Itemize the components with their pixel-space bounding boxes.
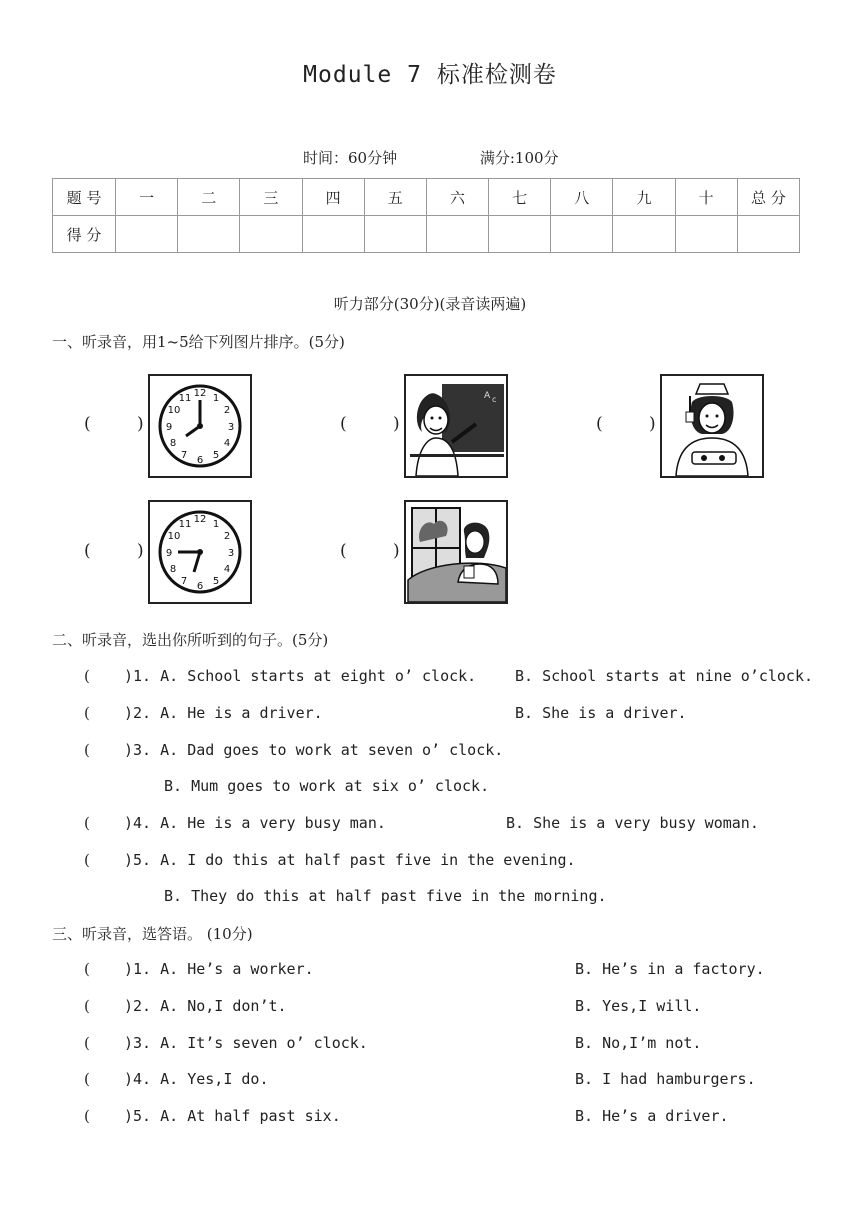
table-cell: 五 [364,179,426,216]
score-table [52,178,800,253]
svg-text:12: 12 [193,514,207,525]
answer-paren-close: ) [393,541,400,561]
answer-paren-open: ( [340,541,347,561]
svg-text:3: 3 [227,548,235,559]
score-input-cell[interactable] [426,216,488,253]
svg-text:A: A [484,391,491,401]
svg-text:9: 9 [165,548,173,559]
svg-text:c: c [492,395,497,404]
score-table-header-row [53,179,800,216]
svg-text:10: 10 [167,405,181,416]
answer-paren-open: ( [84,704,90,722]
table-cell: 四 [302,179,364,216]
score-input-cell[interactable] [178,216,240,253]
svg-text:9: 9 [165,422,173,433]
page-title [0,56,860,89]
time-info [303,147,559,168]
score-input-cell[interactable] [675,216,737,253]
s3-q2-option-b: B. Yes,I will. [575,997,702,1015]
clock-8-icon [148,374,252,478]
answer-paren-open: ( [84,1034,90,1052]
teacher-icon [404,374,508,478]
svg-text:12: 12 [193,388,207,399]
svg-text:10: 10 [167,531,181,542]
table-cell: 一 [116,179,178,216]
answer-paren-open: ( [84,541,91,561]
answer-paren-close: ) [649,414,656,434]
table-cell: 二 [178,179,240,216]
svg-text:2: 2 [223,405,231,416]
svg-text:5: 5 [212,450,220,461]
section3-heading: 三、听录音，选答语。 (10分) [52,925,253,943]
answer-paren-open: ( [84,667,90,685]
table-cell: 得 分 [53,216,116,253]
s3-q3-option-a: )3. A. It’s seven o’ clock. [124,1034,368,1052]
table-cell: 九 [613,179,675,216]
answer-paren-open: ( [84,814,90,832]
answer-paren-open: ( [596,414,603,434]
s3-q4-option-a: )4. A. Yes,I do. [124,1070,269,1088]
svg-text:1: 1 [212,519,220,530]
score-input-cell[interactable] [489,216,551,253]
s2-q5-option-a: )5. A. I do this at half past five in the evening. [124,851,576,869]
s2-q1-option-a: )1. A. School starts at eight o’ clock. [124,667,477,685]
s2-q4-option-a: )4. A. He is a very busy man. [124,814,386,832]
svg-text:8: 8 [169,564,177,575]
answer-paren-open: ( [340,414,347,434]
s2-q2-option-b: B. She is a driver. [515,704,687,722]
score-input-cell[interactable] [613,216,675,253]
score-table-score-row [53,216,800,253]
svg-text:6: 6 [196,581,204,592]
s3-q1-option-b: B. He’s in a factory. [575,960,765,978]
full-score: 满分:100分 [479,149,559,167]
score-input-cell[interactable] [116,216,178,253]
answer-paren-open: ( [84,414,91,434]
answer-paren-close: ) [393,414,400,434]
clock-930-icon [148,500,252,604]
svg-text:3: 3 [227,422,235,433]
s2-q2-option-a: )2. A. He is a driver. [124,704,323,722]
svg-text:7: 7 [180,450,188,461]
listening-header: 听力部分(30分)(录音读两遍) [333,295,527,313]
title-module: Module 7 [303,62,422,88]
answer-paren-close: ) [137,541,144,561]
s2-q1-option-b: B. School starts at nine o’clock. [515,667,814,685]
s2-q5-option-b: B. They do this at half past five in the morning. [164,887,607,905]
s3-q2-option-a: )2. A. No,I don’t. [124,997,287,1015]
svg-text:4: 4 [223,438,231,449]
title-cn: 标准检测卷 [436,62,557,88]
answer-paren-open: ( [84,960,90,978]
answer-paren-open: ( [84,997,90,1015]
table-cell: 题 号 [53,179,116,216]
score-input-cell[interactable] [302,216,364,253]
svg-text:6: 6 [196,455,204,466]
s3-q4-option-b: B. I had hamburgers. [575,1070,756,1088]
time-limit: 时间：60分钟 [303,149,398,167]
svg-text:5: 5 [212,576,220,587]
s3-q1-option-a: )1. A. He’s a worker. [124,960,314,978]
s3-q3-option-b: B. No,I’m not. [575,1034,702,1052]
score-input-cell[interactable] [737,216,799,253]
table-cell: 八 [551,179,613,216]
s2-q3-option-b: B. Mum goes to work at six o’ clock. [164,777,490,795]
s3-q5-option-a: )5. A. At half past six. [124,1107,341,1125]
table-cell: 十 [675,179,737,216]
score-input-cell[interactable] [240,216,302,253]
answer-paren-close: ) [137,414,144,434]
svg-text:8: 8 [169,438,177,449]
section2-heading: 二、听录音，选出你所听到的句子。(5分) [52,631,329,649]
nurse-icon [660,374,764,478]
answer-paren-open: ( [84,1070,90,1088]
answer-paren-open: ( [84,1107,90,1125]
svg-text:1: 1 [212,393,220,404]
s2-q4-option-b: B. She is a very busy woman. [506,814,759,832]
svg-text:11: 11 [178,393,192,404]
table-cell: 六 [426,179,488,216]
score-input-cell[interactable] [364,216,426,253]
s3-q5-option-b: B. He’s a driver. [575,1107,729,1125]
section1-heading: 一、听录音，用1~5给下列图片排序。(5分) [52,333,345,351]
sick-girl-icon [404,500,508,604]
answer-paren-open: ( [84,851,90,869]
score-input-cell[interactable] [551,216,613,253]
svg-text:7: 7 [180,576,188,587]
svg-text:11: 11 [178,519,192,530]
svg-text:4: 4 [223,564,231,575]
table-cell: 三 [240,179,302,216]
table-cell: 总 分 [737,179,799,216]
s2-q3-option-a: )3. A. Dad goes to work at seven o’ clock. [124,741,504,759]
svg-text:2: 2 [223,531,231,542]
table-cell: 七 [489,179,551,216]
answer-paren-open: ( [84,741,90,759]
